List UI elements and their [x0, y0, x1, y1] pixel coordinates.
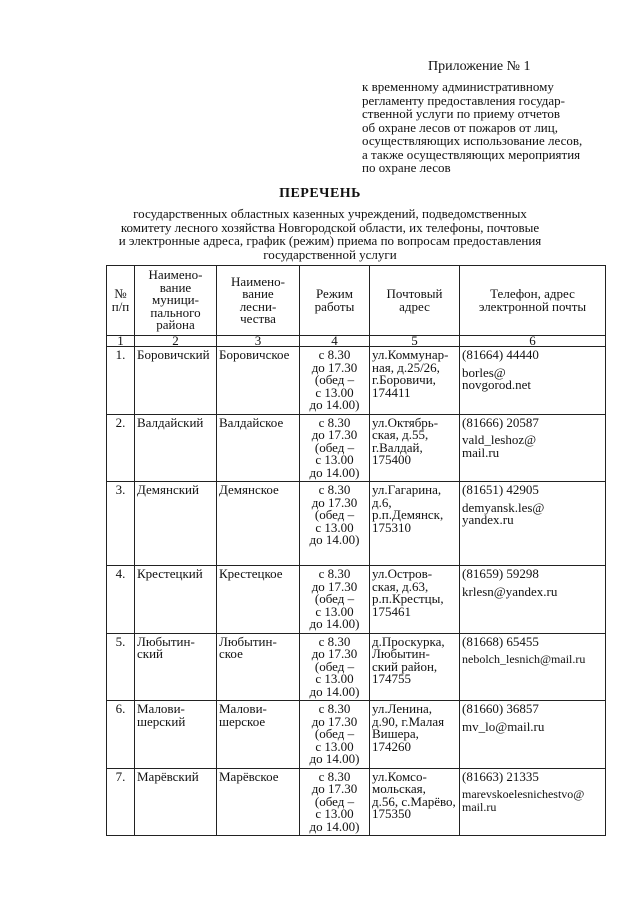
cell-line: ский район, — [372, 658, 438, 674]
subtitle-line: государственных областных казенных учреждений, подведомственных — [133, 206, 527, 221]
forestry-name — [217, 768, 300, 836]
appendix-line: об охране лесов от пожаров от лиц, — [362, 119, 558, 135]
contact-info — [460, 633, 606, 701]
cell-line: до 14.00) — [309, 616, 360, 631]
working-hours — [300, 633, 370, 701]
row-number: 2. — [107, 414, 135, 482]
cell-line: с 8.30 — [318, 414, 351, 430]
cell-line: с 13.00 — [315, 452, 354, 467]
contact-info — [460, 701, 606, 769]
cell-line: Марёвский — [137, 768, 199, 784]
table-row — [107, 768, 606, 836]
cell-line: ский — [137, 646, 163, 661]
cell-line: ская, д.55, — [372, 427, 429, 442]
table-row — [107, 566, 606, 634]
postal-address — [370, 414, 460, 482]
institutions-table — [106, 265, 606, 836]
cell-line: до 14.00) — [309, 818, 360, 834]
cell-line: до 17.30 — [311, 427, 358, 442]
cell-line: (обед – — [314, 658, 355, 674]
cell-line: до 14.00) — [309, 683, 360, 699]
column-number: 1 — [107, 336, 135, 347]
table-row — [107, 633, 606, 701]
cell-line: д.Проскурка, — [372, 633, 445, 649]
appendix-line: регламенту предоставления государ- — [362, 92, 565, 108]
cell-line: с 8.30 — [318, 347, 351, 362]
cell-line: 174260 — [372, 738, 411, 754]
table-row — [107, 482, 606, 566]
cell-line: с 13.00 — [315, 671, 354, 686]
cell-line: с 13.00 — [315, 603, 354, 619]
cell-line: Боровичское — [219, 347, 290, 362]
email-address: mail.ru — [462, 444, 500, 460]
appendix-title: Приложение № 1 — [428, 59, 531, 74]
cell-line: (обед – — [314, 591, 355, 606]
forestry-name — [217, 701, 300, 769]
district-name — [135, 768, 217, 836]
appendix-line: осуществляющих использование лесов, — [362, 133, 583, 148]
row-number: 6. — [107, 701, 135, 769]
contact-info — [460, 414, 606, 482]
postal-address — [370, 566, 460, 634]
cell-line: Демянское — [219, 482, 279, 497]
cell-line: до 17.30 — [311, 359, 358, 375]
header-hours: Режим работы — [300, 266, 370, 336]
cell-line: 175400 — [372, 452, 411, 467]
email-address: marevskoelesnichestvo@ — [462, 787, 585, 801]
email-address: vald_leshoz@ — [462, 432, 537, 447]
cell-line: (обед – — [314, 793, 355, 809]
cell-line: до 14.00) — [309, 751, 360, 766]
cell-line: д.6, — [372, 494, 392, 510]
cell-line: мольская, — [372, 781, 426, 796]
phone-number: (81664) 44440 — [462, 347, 539, 362]
district-name — [135, 633, 217, 701]
cell-line: ское — [219, 646, 243, 661]
cell-line: шерское — [219, 713, 266, 729]
cell-line: с 8.30 — [318, 633, 351, 649]
forestry-name — [217, 633, 300, 701]
cell-line: ская, д.63, — [372, 578, 429, 594]
cell-line: д.56, с.Марёво, — [372, 793, 456, 809]
cell-line: (обед – — [314, 507, 355, 522]
cell-line: до 17.30 — [311, 781, 358, 796]
header-forestry: Наимено- вание лесни- чества — [217, 266, 300, 336]
district-name — [135, 701, 217, 769]
cell-line: ул.Остров- — [372, 566, 433, 581]
cell-line: Любытин- — [372, 646, 430, 661]
column-number: 2 — [135, 336, 217, 347]
email-address: borles@ — [462, 364, 506, 380]
cell-line: Марёвское — [219, 768, 279, 784]
cell-line: (обед – — [314, 372, 355, 387]
cell-line: Малови- — [219, 701, 267, 716]
district-name — [135, 482, 217, 566]
postal-address — [370, 482, 460, 566]
cell-line: 174411 — [372, 384, 411, 400]
cell-line: Валдайский — [137, 414, 204, 430]
cell-line: ул.Гагарина, — [372, 482, 442, 497]
forestry-name — [217, 414, 300, 482]
row-number: 1. — [107, 347, 135, 415]
table-row — [107, 414, 606, 482]
forestry-name — [217, 347, 300, 415]
cell-line: Малови- — [137, 701, 185, 716]
appendix-line: а также осуществляющих мероприятия — [362, 146, 581, 162]
subtitle-line: комитету лесного хозяйства Новгородской области, их телефоны, почтовые — [120, 219, 540, 235]
cell-line: с 8.30 — [318, 768, 351, 784]
cell-line: г.Валдай, — [372, 439, 423, 455]
subtitle-line: государственной услуги — [263, 246, 397, 262]
cell-line: ул.Ленина, — [372, 701, 433, 716]
cell-line: Боровичский — [137, 347, 210, 362]
email-address: demyansk.les@ — [462, 499, 545, 515]
cell-line: Вишера, — [372, 726, 419, 741]
cell-line: Любытин- — [137, 633, 195, 649]
contact-info — [460, 482, 606, 566]
row-number: 7. — [107, 768, 135, 836]
cell-line: до 14.00) — [309, 532, 360, 547]
cell-line: до 14.00) — [309, 397, 360, 412]
appendix-line: по охране лесов — [362, 160, 451, 175]
document-subtitle — [100, 207, 560, 261]
forestry-name — [217, 566, 300, 634]
cell-line: д.90, г.Малая — [372, 713, 445, 729]
postal-address — [370, 768, 460, 836]
postal-address — [370, 701, 460, 769]
column-number: 3 — [217, 336, 300, 347]
subtitle-line: и электронные адреса, график (режим) приема по вопросам предоставления — [118, 233, 542, 248]
email-address: yandex.ru — [462, 512, 514, 527]
table-body — [107, 347, 606, 836]
cell-line: ул.Октябрь- — [372, 414, 439, 430]
contact-info — [460, 566, 606, 634]
email-address: nebolch_lesnich@mail.ru — [462, 652, 586, 666]
table-row — [107, 701, 606, 769]
row-number: 3. — [107, 482, 135, 566]
contact-info — [460, 347, 606, 415]
cell-line: с 13.00 — [315, 519, 354, 535]
working-hours — [300, 414, 370, 482]
phone-number: (81659) 59298 — [462, 566, 539, 581]
header-district: Наимено- вание муници- пального района — [135, 266, 217, 336]
table-header-row — [107, 266, 606, 336]
phone-number: (81668) 65455 — [462, 633, 539, 649]
cell-line: до 17.30 — [311, 646, 358, 661]
phone-number: (81660) 36857 — [462, 701, 539, 716]
cell-line: до 17.30 — [311, 713, 358, 729]
working-hours — [300, 482, 370, 566]
cell-line: ул.Коммунар- — [372, 347, 449, 362]
email-address: novgorod.net — [462, 377, 531, 392]
email-address: mv_lo@mail.ru — [462, 718, 545, 734]
cell-line: с 13.00 — [315, 384, 354, 400]
cell-line: 175310 — [372, 519, 411, 535]
cell-line: (обед – — [314, 439, 355, 455]
column-number: 4 — [300, 336, 370, 347]
table-row — [107, 347, 606, 415]
cell-line: Демянский — [137, 482, 199, 497]
appendix-text — [362, 80, 612, 175]
row-number: 4. — [107, 566, 135, 634]
cell-line: р.п.Крестцы, — [372, 591, 444, 606]
working-hours — [300, 701, 370, 769]
postal-address — [370, 633, 460, 701]
phone-number: (81663) 21335 — [462, 768, 539, 784]
appendix-line: к временному административному — [362, 79, 554, 94]
district-name — [135, 414, 217, 482]
cell-line: с 13.00 — [315, 738, 354, 754]
cell-line: Крестецкий — [137, 566, 203, 581]
phone-number: (81651) 42905 — [462, 482, 539, 497]
email-address: mail.ru — [462, 799, 497, 814]
phone-number: (81666) 20587 — [462, 414, 539, 430]
cell-line: г.Боровичи, — [372, 372, 436, 387]
header-address: Почтовый адрес — [370, 266, 460, 336]
cell-line: с 8.30 — [318, 701, 351, 716]
working-hours — [300, 347, 370, 415]
postal-address — [370, 347, 460, 415]
document-title: ПЕРЕЧЕНЬ — [279, 186, 361, 201]
appendix-line: ственной услуги по приему отчетов — [362, 106, 561, 121]
working-hours — [300, 768, 370, 836]
cell-line: Любытин- — [219, 633, 277, 649]
cell-line: до 14.00) — [309, 464, 360, 480]
column-number: 6 — [460, 336, 606, 347]
cell-line: Валдайское — [219, 414, 284, 430]
cell-line: 175461 — [372, 603, 411, 619]
cell-line: ная, д.25/26, — [372, 359, 440, 375]
cell-line: до 17.30 — [311, 494, 358, 510]
cell-line: с 8.30 — [318, 566, 351, 581]
cell-line: (обед – — [314, 726, 355, 741]
column-number-row — [107, 336, 606, 347]
header-num: № п/п — [107, 266, 135, 336]
cell-line: р.п.Демянск, — [372, 507, 444, 522]
row-number: 5. — [107, 633, 135, 701]
working-hours — [300, 566, 370, 634]
cell-line: до 17.30 — [311, 578, 358, 594]
email-address: krlesn@yandex.ru — [462, 583, 558, 599]
forestry-name — [217, 482, 300, 566]
cell-line: с 8.30 — [318, 482, 351, 497]
cell-line: шерский — [137, 713, 186, 729]
cell-line: ул.Комсо- — [372, 768, 427, 784]
cell-line: Крестецкое — [219, 566, 283, 581]
column-number: 5 — [370, 336, 460, 347]
cell-line: 175350 — [372, 806, 411, 821]
header-contact: Телефон, адрес электронной почты — [460, 266, 606, 336]
district-name — [135, 347, 217, 415]
cell-line: 174755 — [372, 671, 411, 686]
cell-line: с 13.00 — [315, 806, 354, 821]
district-name — [135, 566, 217, 634]
contact-info — [460, 768, 606, 836]
